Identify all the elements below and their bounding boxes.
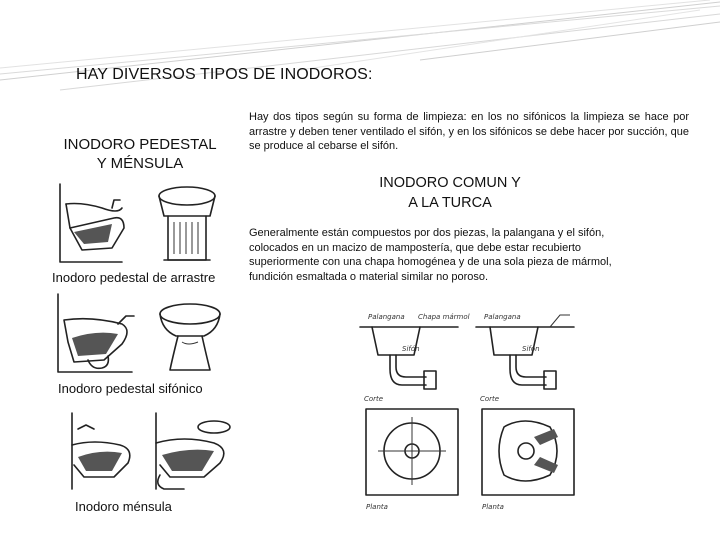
- label-corte-2: Corte: [480, 395, 500, 403]
- label-palangana-2: Palangana: [484, 313, 521, 321]
- caption-arrastre: Inodoro pedestal de arrastre: [52, 270, 216, 285]
- left-heading-line2: Y MÉNSULA: [96, 155, 184, 172]
- body-paragraph: [249, 226, 659, 284]
- right-heading-line2: A LA TURCA: [408, 195, 492, 211]
- body-line: colocados en un macizo de mampostería, que debe estar recubierto: [249, 241, 582, 254]
- label-planta: Planta: [366, 503, 388, 511]
- caption-mensula: Inodoro ménsula: [75, 499, 172, 514]
- right-heading: [330, 173, 570, 213]
- toilet-pedestal-icon: [52, 290, 232, 376]
- turkish-toilet-diagram: [354, 305, 584, 515]
- label-corte: Corte: [364, 395, 384, 403]
- right-heading-line1: INODORO COMUN Y: [379, 175, 521, 191]
- label-sifon: Sifón: [402, 345, 420, 353]
- body-line: superiormente con una chapa homogénea y de una sola pieza de mármol,: [249, 256, 612, 268]
- left-heading: [40, 135, 240, 173]
- caption-sifonico: Inodoro pedestal sifónico: [58, 381, 203, 396]
- body-line: Generalmente están compuestos por dos piezas, la palangana y el sifón,: [249, 227, 605, 239]
- label-sifon-2: Sifón: [522, 345, 540, 353]
- body-line: fundición esmaltada o material similar no poroso.: [249, 270, 489, 283]
- left-heading-line1: INODORO PEDESTAL: [63, 136, 217, 153]
- label-palangana: Palangana: [368, 313, 405, 321]
- wall-toilet-icon: [64, 405, 240, 495]
- intro-paragraph: Hay dos tipos según su forma de limpieza: en los no sifónicos la limpieza se hace por arrastre y deben tener ventilado el sifón, y en los sifónicos se debe hacer por succión, que se produce al cebarse el sifón.: [249, 111, 689, 152]
- label-chapa: Chapa mármol: [418, 313, 470, 321]
- toilet-section-icon: [52, 178, 232, 268]
- label-planta-2: Planta: [482, 503, 504, 511]
- page-title: HAY DIVERSOS TIPOS DE INODOROS:: [76, 66, 373, 83]
